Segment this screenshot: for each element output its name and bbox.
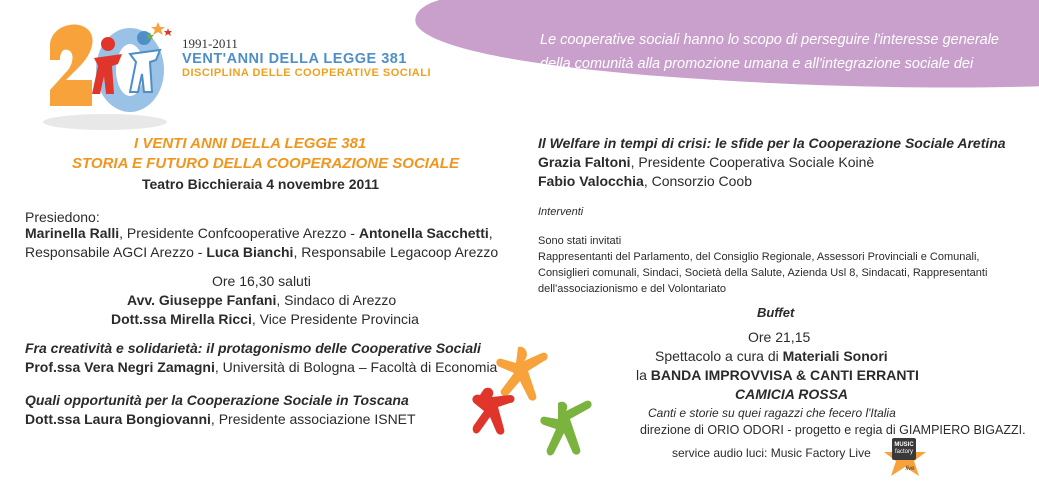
welfare-speaker1 — [538, 153, 874, 172]
welfare-s1-role: , Presidente Cooperativa Sociale Koinè — [630, 154, 875, 170]
svg-text:MUSIC: MUSIC — [894, 442, 914, 448]
music-factory-logo — [880, 436, 930, 480]
event-title-line1: I VENTI ANNI DELLA LEGGE 381 — [134, 135, 367, 152]
session1-name: Prof.ssa Vera Negri Zamagni — [25, 359, 215, 375]
logo-subtitle: DISCIPLINA DELLE COOPERATIVE SOCIALI — [182, 67, 432, 79]
presiedono-label: Presiedono: — [25, 209, 100, 225]
saluti-time: Ore 16,30 saluti — [212, 273, 311, 289]
session2-title: Quali opportunità per la Cooperazione Sociale in Toscana — [25, 392, 409, 408]
show-prefix2: la — [636, 367, 651, 383]
chair1-name: Marinella Ralli — [25, 225, 120, 241]
show-band: BANDA IMPROVVISA & CANTI ERRANTI — [650, 367, 919, 383]
speaker-vice-president — [111, 310, 419, 329]
show-curator-line — [655, 347, 888, 366]
welfare-s2-role: , Consorzio Coob — [643, 173, 752, 189]
session2-name: Dott.ssa Laura Bongiovanni — [25, 411, 211, 427]
show-title: CAMICIA ROSSA — [735, 386, 849, 402]
service-credit: service audio luci: Music Factory Live — [672, 446, 871, 460]
banner-quote: Le cooperative sociali hanno lo scopo di perseguire l'interesse generale della comunità alla promozione umana e all'integrazione sociale dei cittadini… — [540, 32, 1000, 96]
welfare-s1-name: Grazia Faltoni — [538, 154, 631, 170]
session2-speaker — [25, 410, 416, 429]
speaker-mayor — [127, 291, 396, 310]
chair3-name: Luca Bianchi — [206, 244, 294, 260]
svg-text:live: live — [905, 466, 915, 472]
speaker1-role: , Sindaco di Arezzo — [276, 292, 397, 308]
invitati-list: Rappresentanti del Parlamento, del Consiglio Regionale, Assessori Provinciali e Comunali, Consiglieri comunali, Sindaci, Società della Salute, Azienda Usl 8, Sindacati, Rappresentanti dell'associazionismo e del Volontariato — [538, 251, 988, 295]
dancing-figures-illustration — [470, 345, 610, 465]
session1-title: Fra creatività e solidarietà: il protagonismo delle Cooperative Sociali — [25, 340, 481, 356]
chair1-role: , Presidente Confcooperative Arezzo - — [119, 225, 359, 241]
session1-speaker — [25, 358, 497, 377]
show-description: Canti e storie su quei ragazzi che fecero l'Italia — [648, 406, 896, 420]
show-band-line — [636, 366, 919, 385]
event-venue-date: Teatro Bicchieraia 4 novembre 2011 — [142, 176, 380, 192]
speaker2-name: Dott.ssa Mirella Ricci — [111, 311, 252, 327]
chair3-role: , Responsabile Legacoop Arezzo — [293, 244, 499, 260]
speaker1-name: Avv. Giuseppe Fanfani — [127, 292, 277, 308]
invitati-label: Sono stati invitati — [538, 235, 622, 247]
session1-role: , Università di Bologna – Facoltà di Economia — [214, 359, 498, 375]
show-prefix: Spettacolo a cura di — [655, 348, 783, 364]
interventi-label: Interventi — [538, 206, 584, 218]
event-title-line2: STORIA E FUTURO DELLA COOPERAZIONE SOCIALE — [72, 155, 459, 172]
welfare-s2-name: Fabio Valocchia — [538, 173, 644, 189]
show-direction: direzione di ORIO ODORI - progetto e regia di GIAMPIERO BIGAZZI. — [640, 423, 1026, 437]
chair2-role: , Responsabile AGCI Arezzo - — [25, 225, 493, 260]
chair2-name: Antonella Sacchetti — [358, 225, 489, 241]
session2-role: , Presidente associazione ISNET — [210, 411, 416, 427]
speaker2-role: , Vice Presidente Provincia — [251, 311, 419, 327]
svg-text:factory: factory — [894, 449, 914, 455]
evening-time: Ore 21,15 — [748, 329, 811, 345]
welfare-session-title: Il Welfare in tempi di crisi: le sfide per la Cooperazione Sociale Aretina — [538, 135, 1006, 151]
show-company: Materiali Sonori — [782, 348, 888, 364]
logo-years: 1991-2011 — [182, 36, 238, 51]
logo-title: VENT'ANNI DELLA LEGGE 381 — [182, 51, 407, 67]
buffet-label: Buffet — [757, 305, 795, 320]
chairs-paragraph — [25, 224, 515, 262]
welfare-speaker2 — [538, 172, 752, 191]
anniversary-logo — [30, 14, 180, 132]
